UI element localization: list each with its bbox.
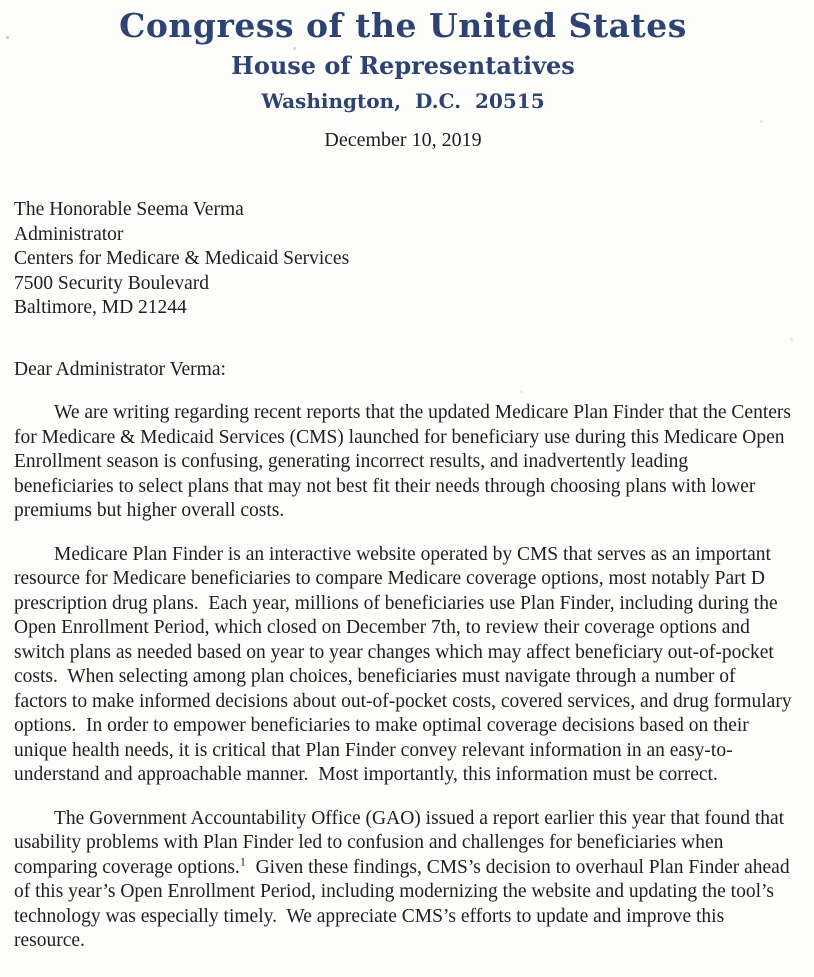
paragraph-3 [14,807,795,954]
paragraph-2: Medicare Plan Finder is an interactive website operated by CMS that serves as an important resource for Medicare beneficiaries to compare Medicare coverage options, most notably Part D prescription drug plans. Each year, millions of beneficiaries use Plan Finder, including during the Open Enrollment Period, which closed on December 7th, to review their coverage options and switch plans as needed based on year to year changes which may affect beneficiary out-of-pocket costs. When selecting among plan choices, beneficiaries must navigate through a number of factors to make informed decisions about out-of-pocket costs, covered services, and drug formulary options. In order to empower beneficiaries to make optimal coverage decisions based on their unique health needs, it is critical that Plan Finder convey relevant information in an easy-to-understand and approachable manner. Most importantly, this information must be correct. [14,543,797,786]
paragraph-3-continued: Given these findings, CMS’s decision to overhaul Plan Finder ahead of this year’s Open Enrollment Period, including modernizing the website and updating the tool’s technology was especially timely. We appreciate CMS’s efforts to update and improve this resource. [14,856,795,952]
recipient-address-block [14,198,792,321]
letter-date: December 10, 2019 [324,129,482,152]
letterhead [14,8,792,113]
recipient-street: 7500 Security Boulevard [14,272,209,294]
scan-noise-specks [6,36,9,39]
recipient-city-state-zip: Baltimore, MD 21244 [14,297,187,319]
letterhead-house-line: House of Representatives [231,51,575,81]
salutation: Dear Administrator Verma: [14,358,226,380]
paragraph-3-text: The Government Accountability Office (GAO) issued a report earlier this year that found that usability problems with Plan Finder led to confusion and challenges for beneficiaries when comparing coverage options. [14,807,789,878]
recipient-name: The Honorable Seema Verma [14,199,244,221]
paragraph-1: We are writing regarding recent reports that the updated Medicare Plan Finder that the Centers for Medicare & Medicaid Services (CMS) launched for beneficiary use during this Medicare Open Enrollment season is confusing, generating incorrect results, and inadvertently leading beneficiaries to select plans that may not best fit their needs through choosing plans with lower premiums but higher overall costs. [14,402,796,522]
letterhead-city-line: Washington, D.C. 20515 [261,89,545,114]
letterhead-congress-line: Congress of the United States [119,6,687,45]
recipient-organization: Centers for Medicare & Medicaid Services [14,248,350,270]
footnote-marker: 1 [239,854,246,869]
recipient-title: Administrator [14,223,124,245]
